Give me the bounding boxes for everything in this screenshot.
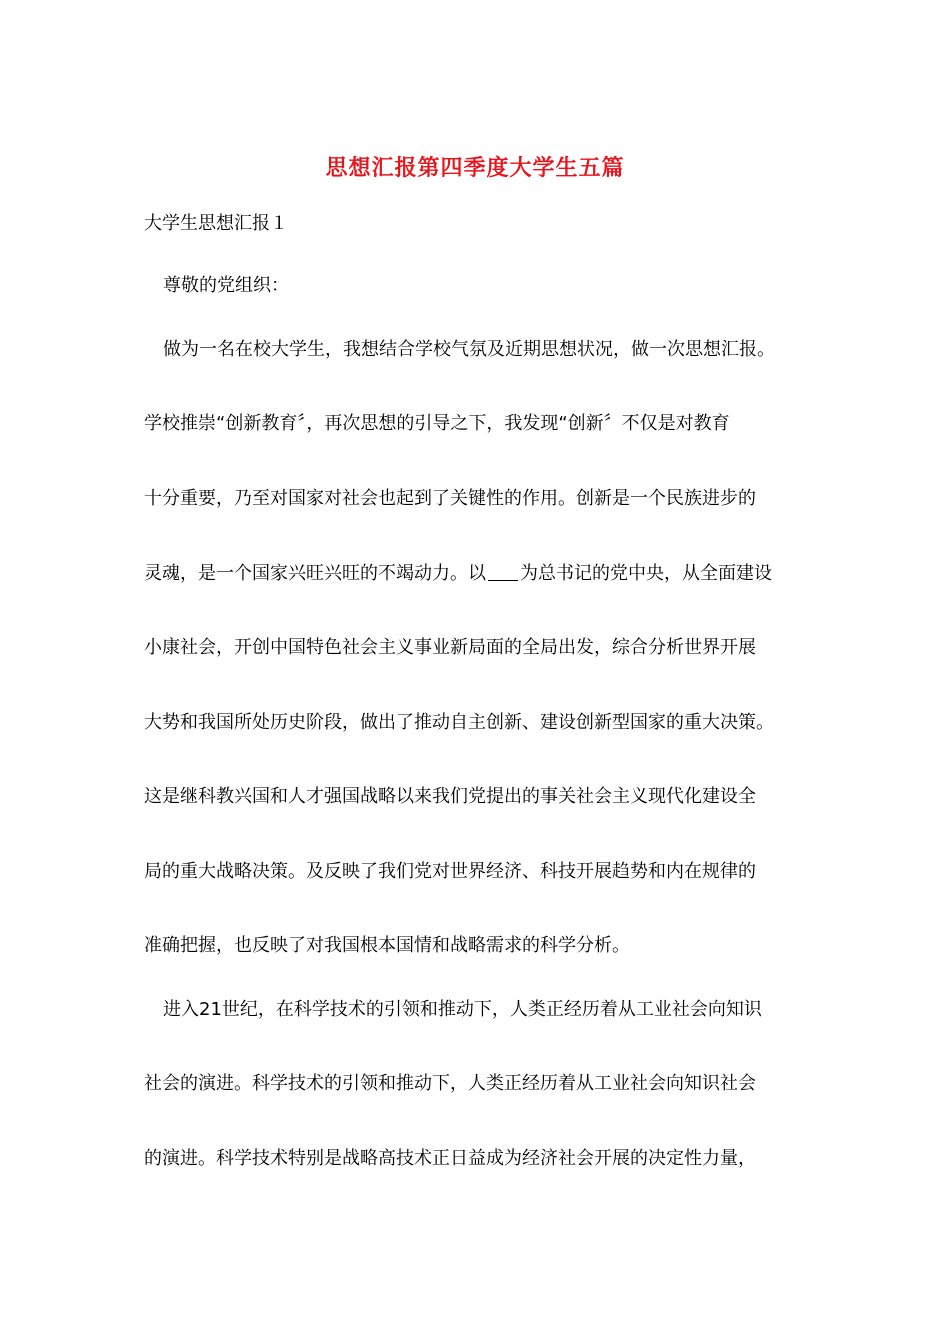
paragraph-1-line-6: 大势和我国所处历史阶段，做出了推动自主创新、建设创新型国家的重大决策。 [144, 712, 774, 733]
paragraph-1-line-8: 局的重大战略决策。及反映了我们党对世界经济、科技开展趋势和内在规律的 [144, 861, 756, 882]
paragraph-1-line-2: 学校推崇“创新教育〞，再次思想的引导之下，我发现“创新〞不仅是对教育 [144, 413, 730, 434]
paragraph-1-line-9: 准确把握，也反映了对我国根本国情和战略需求的科学分析。 [144, 935, 630, 956]
salutation: 尊敬的党组织： [163, 275, 289, 296]
paragraph-1-line-4 [144, 560, 814, 588]
paragraph-1-line-3: 十分重要，乃至对国家对社会也起到了关键性的作用。创新是一个民族进步的 [144, 488, 756, 509]
paragraph-2-line-1: 进入21世纪，在科学技术的引领和推动下，人类正经历着从工业社会向知识 [163, 999, 762, 1020]
paragraph-1-line-7: 这是继科教兴国和人才强国战略以来我们党提出的事关社会主义现代化建设全 [144, 786, 756, 807]
paragraph-1-line-5: 小康社会，开创中国特色社会主义事业新局面的全局出发，综合分析世界开展 [144, 637, 756, 658]
paragraph-2-line-2: 社会的演进。科学技术的引领和推动下，人类正经历着从工业社会向知识社会 [144, 1073, 756, 1094]
paragraph-1-line-4-part-a: 灵魂，是一个国家兴旺兴旺的不竭动力。以 [144, 563, 486, 584]
document-title: 思想汇报第四季度大学生五篇 [325, 155, 625, 181]
paragraph-1-line-1: 做为一名在校大学生，我想结合学校气氛及近期思想状况，做一次思想汇报。 [163, 339, 775, 360]
paragraph-1-line-4-part-b: 为总书记的党中央，从全面建设 [520, 563, 772, 584]
paragraph-2-line-3: 的演进。科学技术特别是战略高技术正日益成为经济社会开展的决定性力量， [144, 1148, 756, 1169]
redacted-blank [488, 562, 518, 581]
section-heading: 大学生思想汇报１ [144, 213, 288, 234]
